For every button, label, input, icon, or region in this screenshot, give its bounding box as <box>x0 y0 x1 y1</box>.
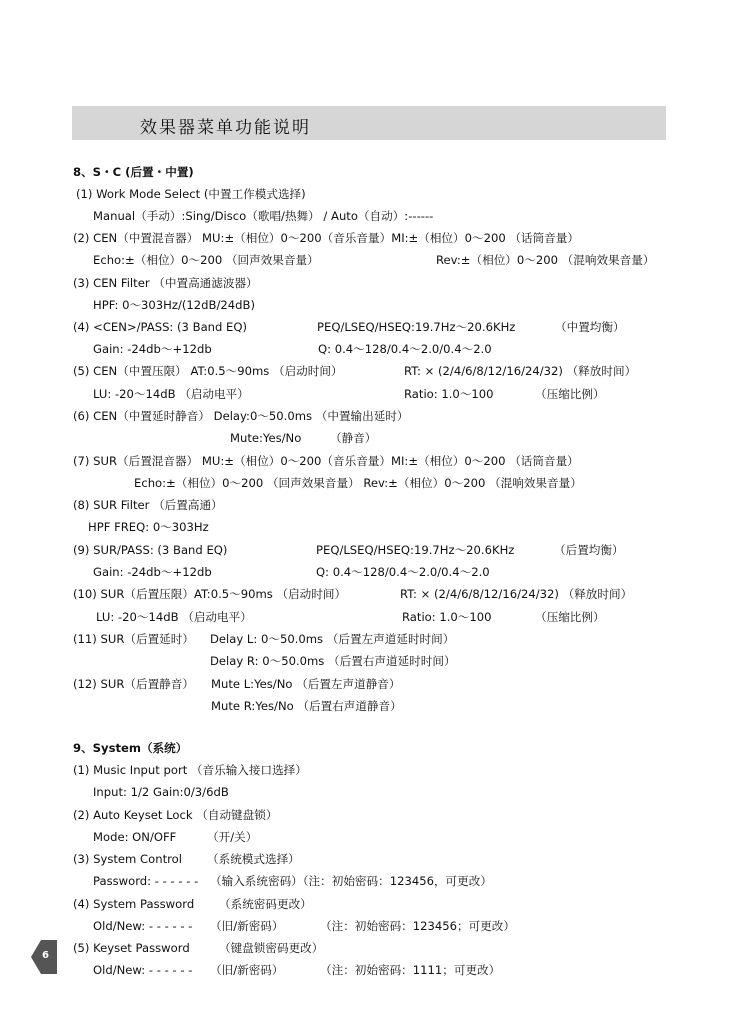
sc-item-8: (8) SUR Filter （后置高通） <box>73 498 223 512</box>
system-item-4-oldnew-note: （旧/新密码） <box>210 919 284 933</box>
sc-item-10-lu: LU: -20～14dB （启动电平） <box>96 610 252 624</box>
page-title: 效果器菜单功能说明 <box>140 118 311 138</box>
sc-item-11: (11) SUR（后置延时） <box>73 632 194 646</box>
sc-item-9-q: Q: 0.4～128/0.4～2.0/0.4～2.0 <box>316 565 490 579</box>
sc-item-8-detail: HPF FREQ: 0～303Hz <box>88 520 209 534</box>
system-item-3-password: Password: - - - - - - <box>93 874 199 888</box>
section-title-system: 9、System（系统） <box>73 741 188 755</box>
sc-item-1: (1) Work Mode Select (中置工作模式选择) <box>76 187 306 201</box>
sc-item-4: (4) <CEN>/PASS: (3 Band EQ) <box>73 320 248 334</box>
sc-item-10-ratio: Ratio: 1.0～100 <box>402 610 492 624</box>
sc-item-12-mute-r: Mute R:Yes/No （后置右声道静音） <box>211 699 402 713</box>
system-item-5-default-note: （注：初始密码：1111；可更改） <box>320 963 501 977</box>
page-number: 6 <box>42 950 49 961</box>
system-item-3-password-note: （输入系统密码）（注：初始密码：123456，可更改） <box>210 874 492 888</box>
sc-item-1-detail: Manual（手动）:Sing/Disco（歌唱/热舞） / Auto（自动）:------ <box>93 209 434 223</box>
system-item-5-oldnew-note: （旧/新密码） <box>210 963 284 977</box>
system-item-3: (3) System Control <box>73 852 182 866</box>
sc-item-9-note: （后置均衡） <box>554 543 624 557</box>
sc-item-5-rt: RT: × (2/4/6/8/12/16/24/32) （释放时间） <box>404 364 637 378</box>
system-item-2-mode: Mode: ON/OFF <box>93 830 177 844</box>
sc-item-9-gain: Gain: -24db～+12db <box>93 565 212 579</box>
sc-item-10: (10) SUR（后置压限）AT:0.5～90ms （启动时间） <box>73 587 347 601</box>
system-item-5: (5) Keyset Password <box>73 941 190 955</box>
sc-item-5-ratio: Ratio: 1.0～100 <box>404 387 494 401</box>
sc-item-3: (3) CEN Filter （中置高通滤波器） <box>73 276 258 290</box>
system-item-2: (2) Auto Keyset Lock （自动键盘锁） <box>73 808 278 822</box>
sc-item-10-rt: RT: × (2/4/6/8/12/16/24/32) （释放时间） <box>400 587 633 601</box>
sc-item-4-q: Q: 0.4～128/0.4～2.0/0.4～2.0 <box>318 342 492 356</box>
sc-item-2: (2) CEN（中置混音器） MU:±（相位）0～200（音乐音量）MI:±（相位）0～200 （话筒音量） <box>73 231 579 245</box>
system-item-4-oldnew: Old/New: - - - - - - <box>93 919 193 933</box>
sc-item-5-lu: LU: -20～14dB （启动电平） <box>93 387 249 401</box>
sc-item-4-gain: Gain: -24db～+12db <box>93 342 212 356</box>
sc-item-6: (6) CEN（中置延时静音） Delay:0～50.0ms （中置输出延时） <box>73 409 409 423</box>
sc-item-7-detail: Echo:±（相位）0～200 （回声效果音量） Rev:±（相位）0～200 （混响效果音量） <box>134 476 582 490</box>
sc-item-2-rev: Rev:±（相位）0～200 （混响效果音量） <box>436 253 655 267</box>
page-number-tab <box>31 940 57 974</box>
system-item-3-note: （系统模式选择） <box>207 852 300 866</box>
system-item-5-note: （键盘锁密码更改） <box>219 941 324 955</box>
system-item-4-default-note: （注：初始密码：123456；可更改） <box>320 919 515 933</box>
sc-item-12-mute-l: Mute L:Yes/No （后置左声道静音） <box>211 677 401 691</box>
system-item-5-oldnew: Old/New: - - - - - - <box>93 963 193 977</box>
sc-item-4-peq: PEQ/LSEQ/HSEQ:19.7Hz～20.6KHz <box>317 320 516 334</box>
sc-item-5-ratio-note: （压缩比例） <box>535 387 605 401</box>
system-item-4: (4) System Password <box>73 897 195 911</box>
section-header-bar <box>72 106 666 140</box>
system-item-2-note: （开/关） <box>207 830 258 844</box>
sc-item-11-delay-r: Delay R: 0～50.0ms （后置右声道延时时间） <box>210 654 456 668</box>
sc-item-11-delay-l: Delay L: 0～50.0ms （后置左声道延时时间） <box>210 632 455 646</box>
sc-item-4-note: （中置均衡） <box>555 320 625 334</box>
sc-item-9: (9) SUR/PASS: (3 Band EQ) <box>73 543 228 557</box>
sc-item-5: (5) CEN（中置压限） AT:0.5～90ms （启动时间） <box>73 364 343 378</box>
section-title-sc: 8、S・C (后置・中置) <box>73 165 194 179</box>
sc-item-7: (7) SUR（后置混音器） MU:±（相位）0～200（音乐音量）MI:±（相位）0～200 （话筒音量） <box>73 454 579 468</box>
sc-item-6-mute-note: （静音） <box>330 431 377 445</box>
sc-item-6-mute: Mute:Yes/No <box>230 431 302 445</box>
sc-item-12: (12) SUR（后置静音） <box>73 677 194 691</box>
sc-item-10-ratio-note: （压缩比例） <box>535 610 605 624</box>
sc-item-9-peq: PEQ/LSEQ/HSEQ:19.7Hz～20.6KHz <box>316 543 515 557</box>
system-item-1-detail: Input: 1/2 Gain:0/3/6dB <box>93 785 229 799</box>
system-item-1: (1) Music Input port （音乐输入接口选择） <box>73 763 307 777</box>
sc-item-2-echo: Echo:±（相位）0～200 （回声效果音量） <box>93 253 319 267</box>
sc-item-3-detail: HPF: 0～303Hz/(12dB/24dB) <box>93 298 255 312</box>
system-item-4-note: （系统密码更改） <box>219 897 312 911</box>
